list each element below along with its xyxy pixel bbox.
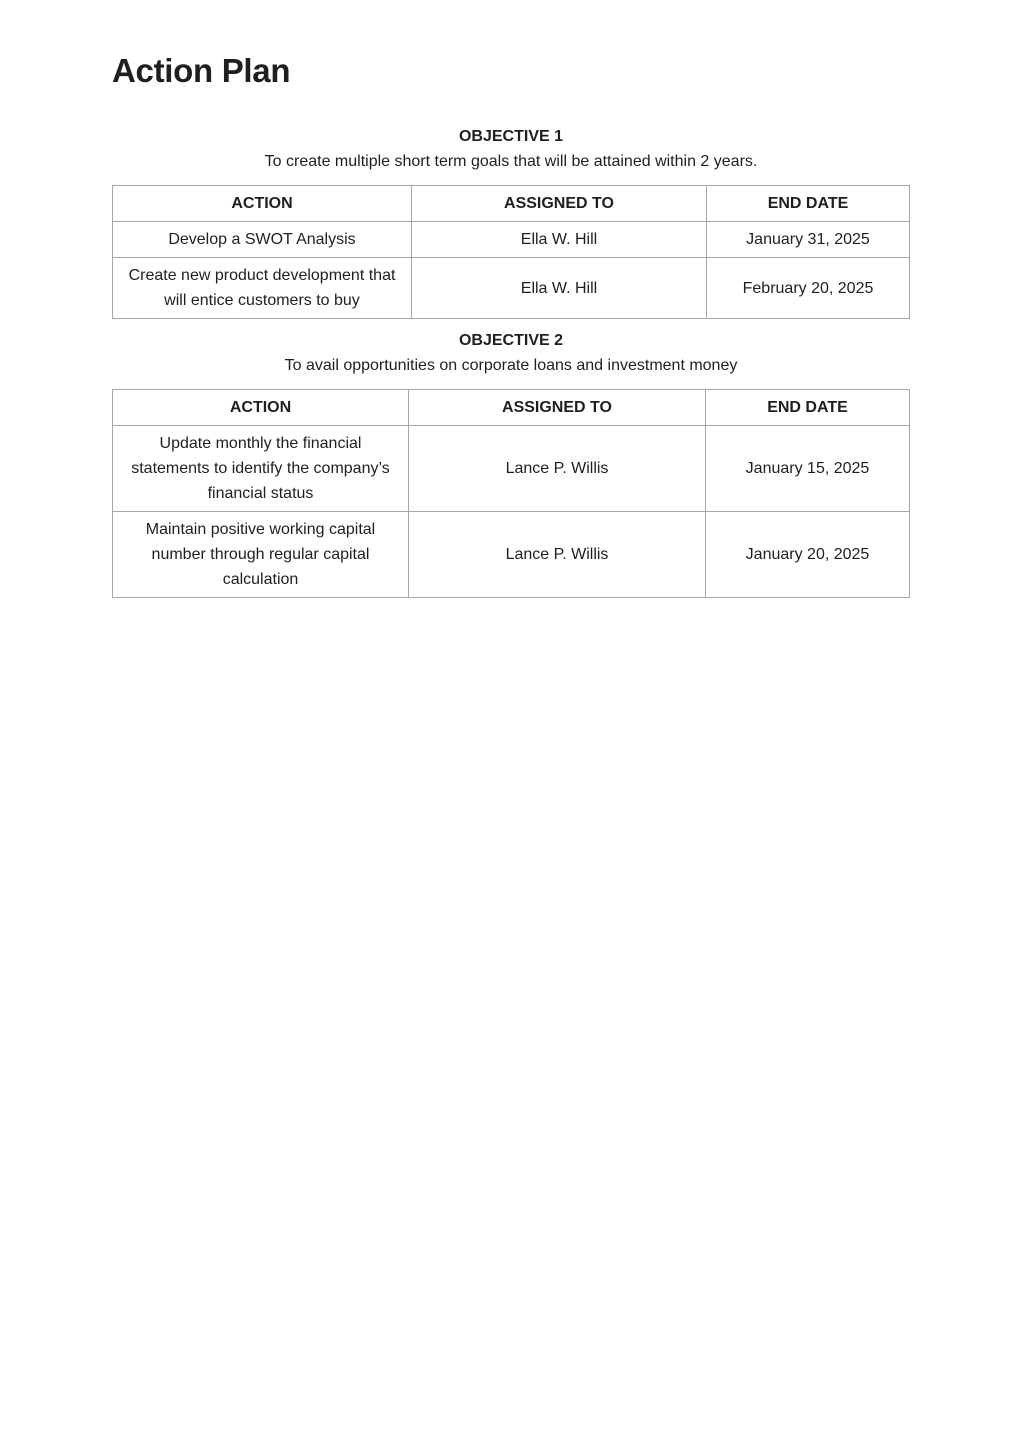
end-date-cell: January 31, 2025 <box>707 222 910 258</box>
column-header-action: ACTION <box>113 186 412 222</box>
objective-heading: OBJECTIVE 1 <box>458 128 564 145</box>
action-cell: Update monthly the financial statements to identify the company’s financial status <box>113 426 409 512</box>
objective-description: To create multiple short term goals that will be attained within 2 years. <box>264 153 758 170</box>
objective-2-header <box>112 332 910 375</box>
table-header-row <box>113 186 910 222</box>
end-date-cell: January 15, 2025 <box>706 426 910 512</box>
action-cell: Develop a SWOT Analysis <box>113 222 412 258</box>
action-cell: Maintain positive working capital number through regular capital calculation <box>113 512 409 598</box>
table-row <box>113 222 910 258</box>
table-header-row <box>113 390 910 426</box>
column-header-assigned-to: ASSIGNED TO <box>409 390 706 426</box>
assigned-to-cell: Lance P. Willis <box>409 426 706 512</box>
objective-heading: OBJECTIVE 2 <box>458 332 564 349</box>
end-date-cell: January 20, 2025 <box>706 512 910 598</box>
end-date-cell: February 20, 2025 <box>707 258 910 319</box>
objective-1-header <box>112 128 910 171</box>
assigned-to-cell: Lance P. Willis <box>409 512 706 598</box>
table-row <box>113 258 910 319</box>
table-row <box>113 512 910 598</box>
column-header-action: ACTION <box>113 390 409 426</box>
objective-description: To avail opportunities on corporate loans and investment money <box>284 357 738 374</box>
assigned-to-cell: Ella W. Hill <box>412 222 707 258</box>
column-header-end-date: END DATE <box>706 390 910 426</box>
column-header-assigned-to: ASSIGNED TO <box>412 186 707 222</box>
objective-1-table <box>112 185 910 319</box>
page-title: Action Plan <box>112 52 291 89</box>
table-row <box>113 426 910 512</box>
action-cell: Create new product development that will entice customers to buy <box>113 258 412 319</box>
column-header-end-date: END DATE <box>707 186 910 222</box>
objective-2-table <box>112 389 910 598</box>
assigned-to-cell: Ella W. Hill <box>412 258 707 319</box>
